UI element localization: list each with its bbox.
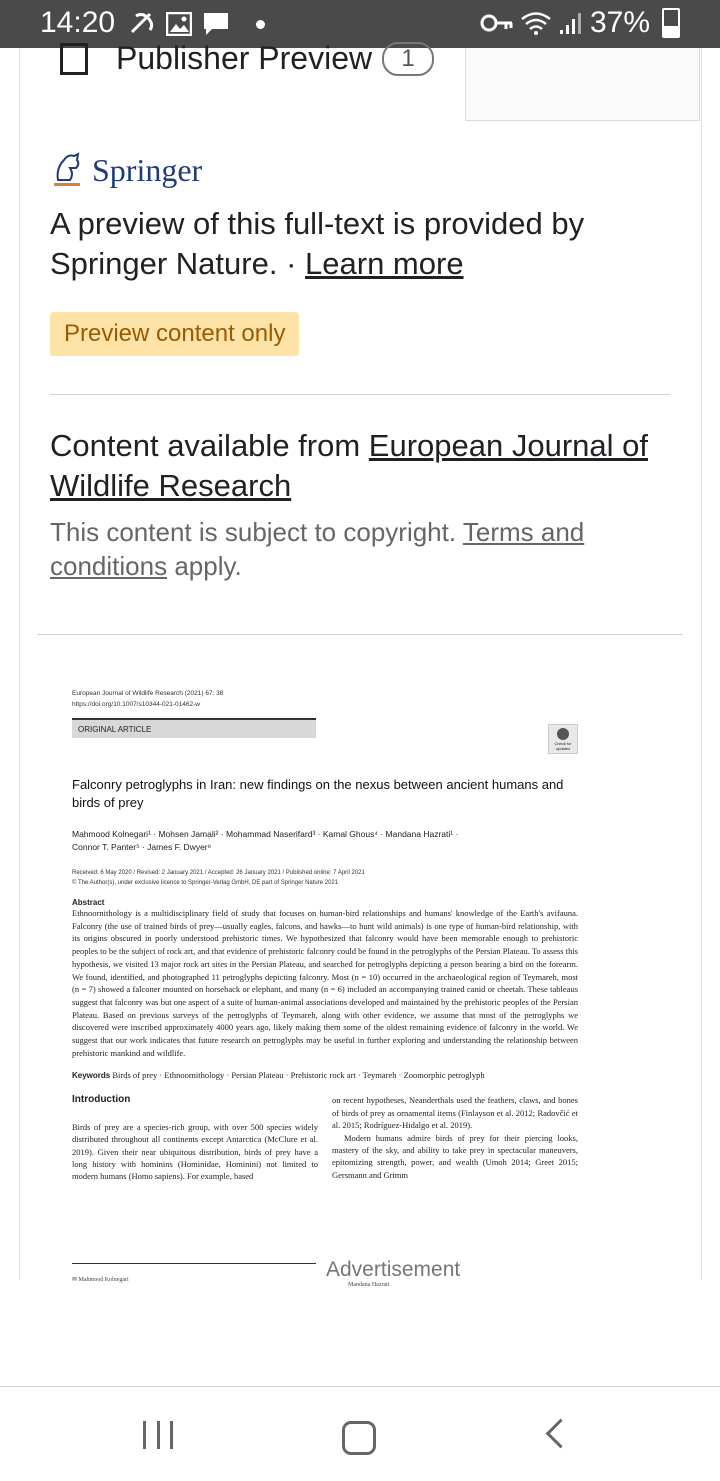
dates-line: Received: 6 May 2020 / Revised: 2 January 2021 / Accepted: 26 January 2021 / Published online: 7 April 2021 (72, 870, 365, 876)
doi: https://doi.org/10.1007/s10344-021-01462-w (72, 701, 200, 708)
copyright-notice (50, 515, 670, 583)
keywords-label: Keywords (72, 1071, 111, 1081)
status-time: 14:20 (40, 6, 116, 39)
key-icon (480, 13, 514, 33)
springer-logo (50, 150, 202, 190)
copyright-text: This content is subject to copyright. (50, 517, 457, 547)
content-from-label: Content available from (50, 428, 361, 463)
abstract-text: Ethnoornithology is a multidisciplinary field of study that focuses on human-bird relationships and humans' knowledge of the Earth's avifauna. Falconry (the use of trained birds of prey—usually eagles, falcons, and hawks—to hunt wild animals) is one type of human-bird relationship, with its origins obscured in poorly understood prehistoric times. We hypothesized that falconry would have been memorable enough to prehistoric peoples to be the subject of rock art, and that evidence of prehistoric falconry could be found in the petroglyphs of the Persian Plateau. To assess this hypothesis, we visited 13 major rock art sites in the Persian Plateau, and searched for petroglyphs depicting a person bearing a bird on the forearm. We found, identified, and photographed 11 petroglyphs depicting falconry. Most (n = 10) occurred in the archaeological region of Teymareh, most (n = 7) showed a falconer mounted on horseback or elephant, and many (n = 6) included an accompanying trained canid or cheetah. These tableaus suggest that falconry was but one aspect of a suite of human-animal associations developed and maintained by the prehistoric peoples of the Persian Plateau. Based on previous surveys of the petroglyphs of Teymareh, along with other evidence, we assume that most of the petroglyphs we discovered were inscribed approximately 4000 years ago, likely making them some of the oldest remaining evidence of falconry in the world. We suggest that our work indicates that future research on petroglyphs may be useful in further exploring and understanding the relationship between prehistoric mankind and wildlife. (72, 908, 578, 1058)
footnote-rule (72, 1263, 316, 1264)
preview-count-badge: 1 (382, 42, 434, 76)
paper-dates (72, 868, 578, 888)
springer-brand: Springer (92, 151, 203, 188)
back-icon[interactable] (546, 1419, 576, 1449)
battery-percent: 37% (589, 6, 650, 39)
preview-content-badge: Preview content only (50, 312, 299, 356)
terms-link[interactable]: Terms and conditions (50, 517, 585, 581)
publisher-preview-header[interactable] (60, 40, 434, 77)
footnote-author-2: Mandana Hazrati (348, 1282, 390, 1288)
navigation-bar (0, 1386, 720, 1481)
document-icon (60, 43, 88, 75)
keywords-list: Birds of prey · Ethnoornithology · Persian Plateau · Prehistoric rock art · Teymareh · Zoomorphic petroglyph (112, 1070, 485, 1081)
preview-notice (50, 204, 670, 284)
notification-icons (128, 10, 265, 38)
battery-icon (662, 8, 680, 38)
system-icons (480, 6, 680, 40)
divider (37, 634, 683, 635)
check-updates-label: Check for updates (554, 741, 572, 751)
footnote-author: ✉ Mahmood Kolnegari (72, 1277, 129, 1283)
chat-icon (202, 11, 230, 37)
license-line: © The Author(s), under exclusive licence to Springer-Verlag GmbH, DE part of Springer Nature 2021 (72, 880, 339, 886)
content-source (50, 426, 670, 506)
springer-horse-icon (50, 150, 84, 190)
authors-line-2: Connor T. Panter⁵ · James F. Dwyer⁶ (72, 842, 212, 852)
do-not-disturb-icon (128, 10, 156, 38)
journal-reference: European Journal of Wildlife Research (2021) 67: 38 (72, 690, 224, 697)
check-for-updates-badge (548, 724, 578, 754)
body-columns (72, 1094, 578, 1182)
dot-icon (256, 20, 265, 29)
introduction-heading: Introduction (72, 1094, 131, 1106)
journal-link[interactable]: European Journal of Wildlife Research (50, 428, 648, 503)
divider (50, 394, 670, 395)
paper-authors (72, 828, 578, 854)
home-icon[interactable] (342, 1421, 376, 1455)
signal-icon (558, 10, 584, 36)
article-type: ORIGINAL ARTICLE (78, 724, 152, 734)
abstract-heading: Abstract (72, 898, 105, 907)
preview-notice-text: A preview of this full-text is provided by Springer Nature. (50, 206, 585, 281)
advertisement-label: Advertisement (326, 1258, 461, 1281)
image-icon (166, 12, 192, 36)
introduction-text: Birds of prey are a species-rich group, with over 500 species widely distributed throughout all continents except Antarctica (McClure et al. 2019). Given their near ubiquitous distribution, birds of prey have a long history with hominins (Hominidae, Hominini) not limited to modern humans (Homo sapiens). For example, based (72, 1121, 318, 1182)
check-updates-icon (557, 728, 569, 740)
top-right-panel (465, 48, 700, 121)
publisher-preview-label: Publisher Preview (116, 40, 373, 76)
copyright-end: apply. (174, 551, 242, 581)
wifi-icon (520, 10, 552, 36)
authors-line-1: Mahmood Kolnegari¹ · Mohsen Jamali² · Mohammad Naserifard³ · Kamal Ghous⁴ · Mandana Hazrati¹ · (72, 829, 459, 839)
paper-title: Falconry petroglyphs in Iran: new findings on the nexus between ancient humans and birds of prey (72, 777, 564, 810)
column2-text-2: Modern humans admire birds of prey for their piercing looks, mastery of the sky, and ability to take prey in spectacular maneuvers, epitomizing strength, power, and wealth (Umoh 2014; Greet 2015; Gersmann and Grimm (332, 1132, 578, 1180)
body-column-right (332, 1094, 578, 1182)
recent-apps-icon[interactable] (143, 1421, 173, 1449)
learn-more-link[interactable]: Learn more (305, 246, 464, 281)
separator: · (286, 246, 297, 281)
keywords (72, 1069, 578, 1082)
column2-text: on recent hypotheses, Neanderthals used the feathers, claws, and bones of birds of prey as ornamental items (Finlayson et al. 2012; Radovčić et al. 2015; Rodríguez-Hidalgo et al. 2019). (332, 1095, 578, 1131)
body-column-left (72, 1094, 318, 1182)
article-type-band (72, 718, 316, 738)
